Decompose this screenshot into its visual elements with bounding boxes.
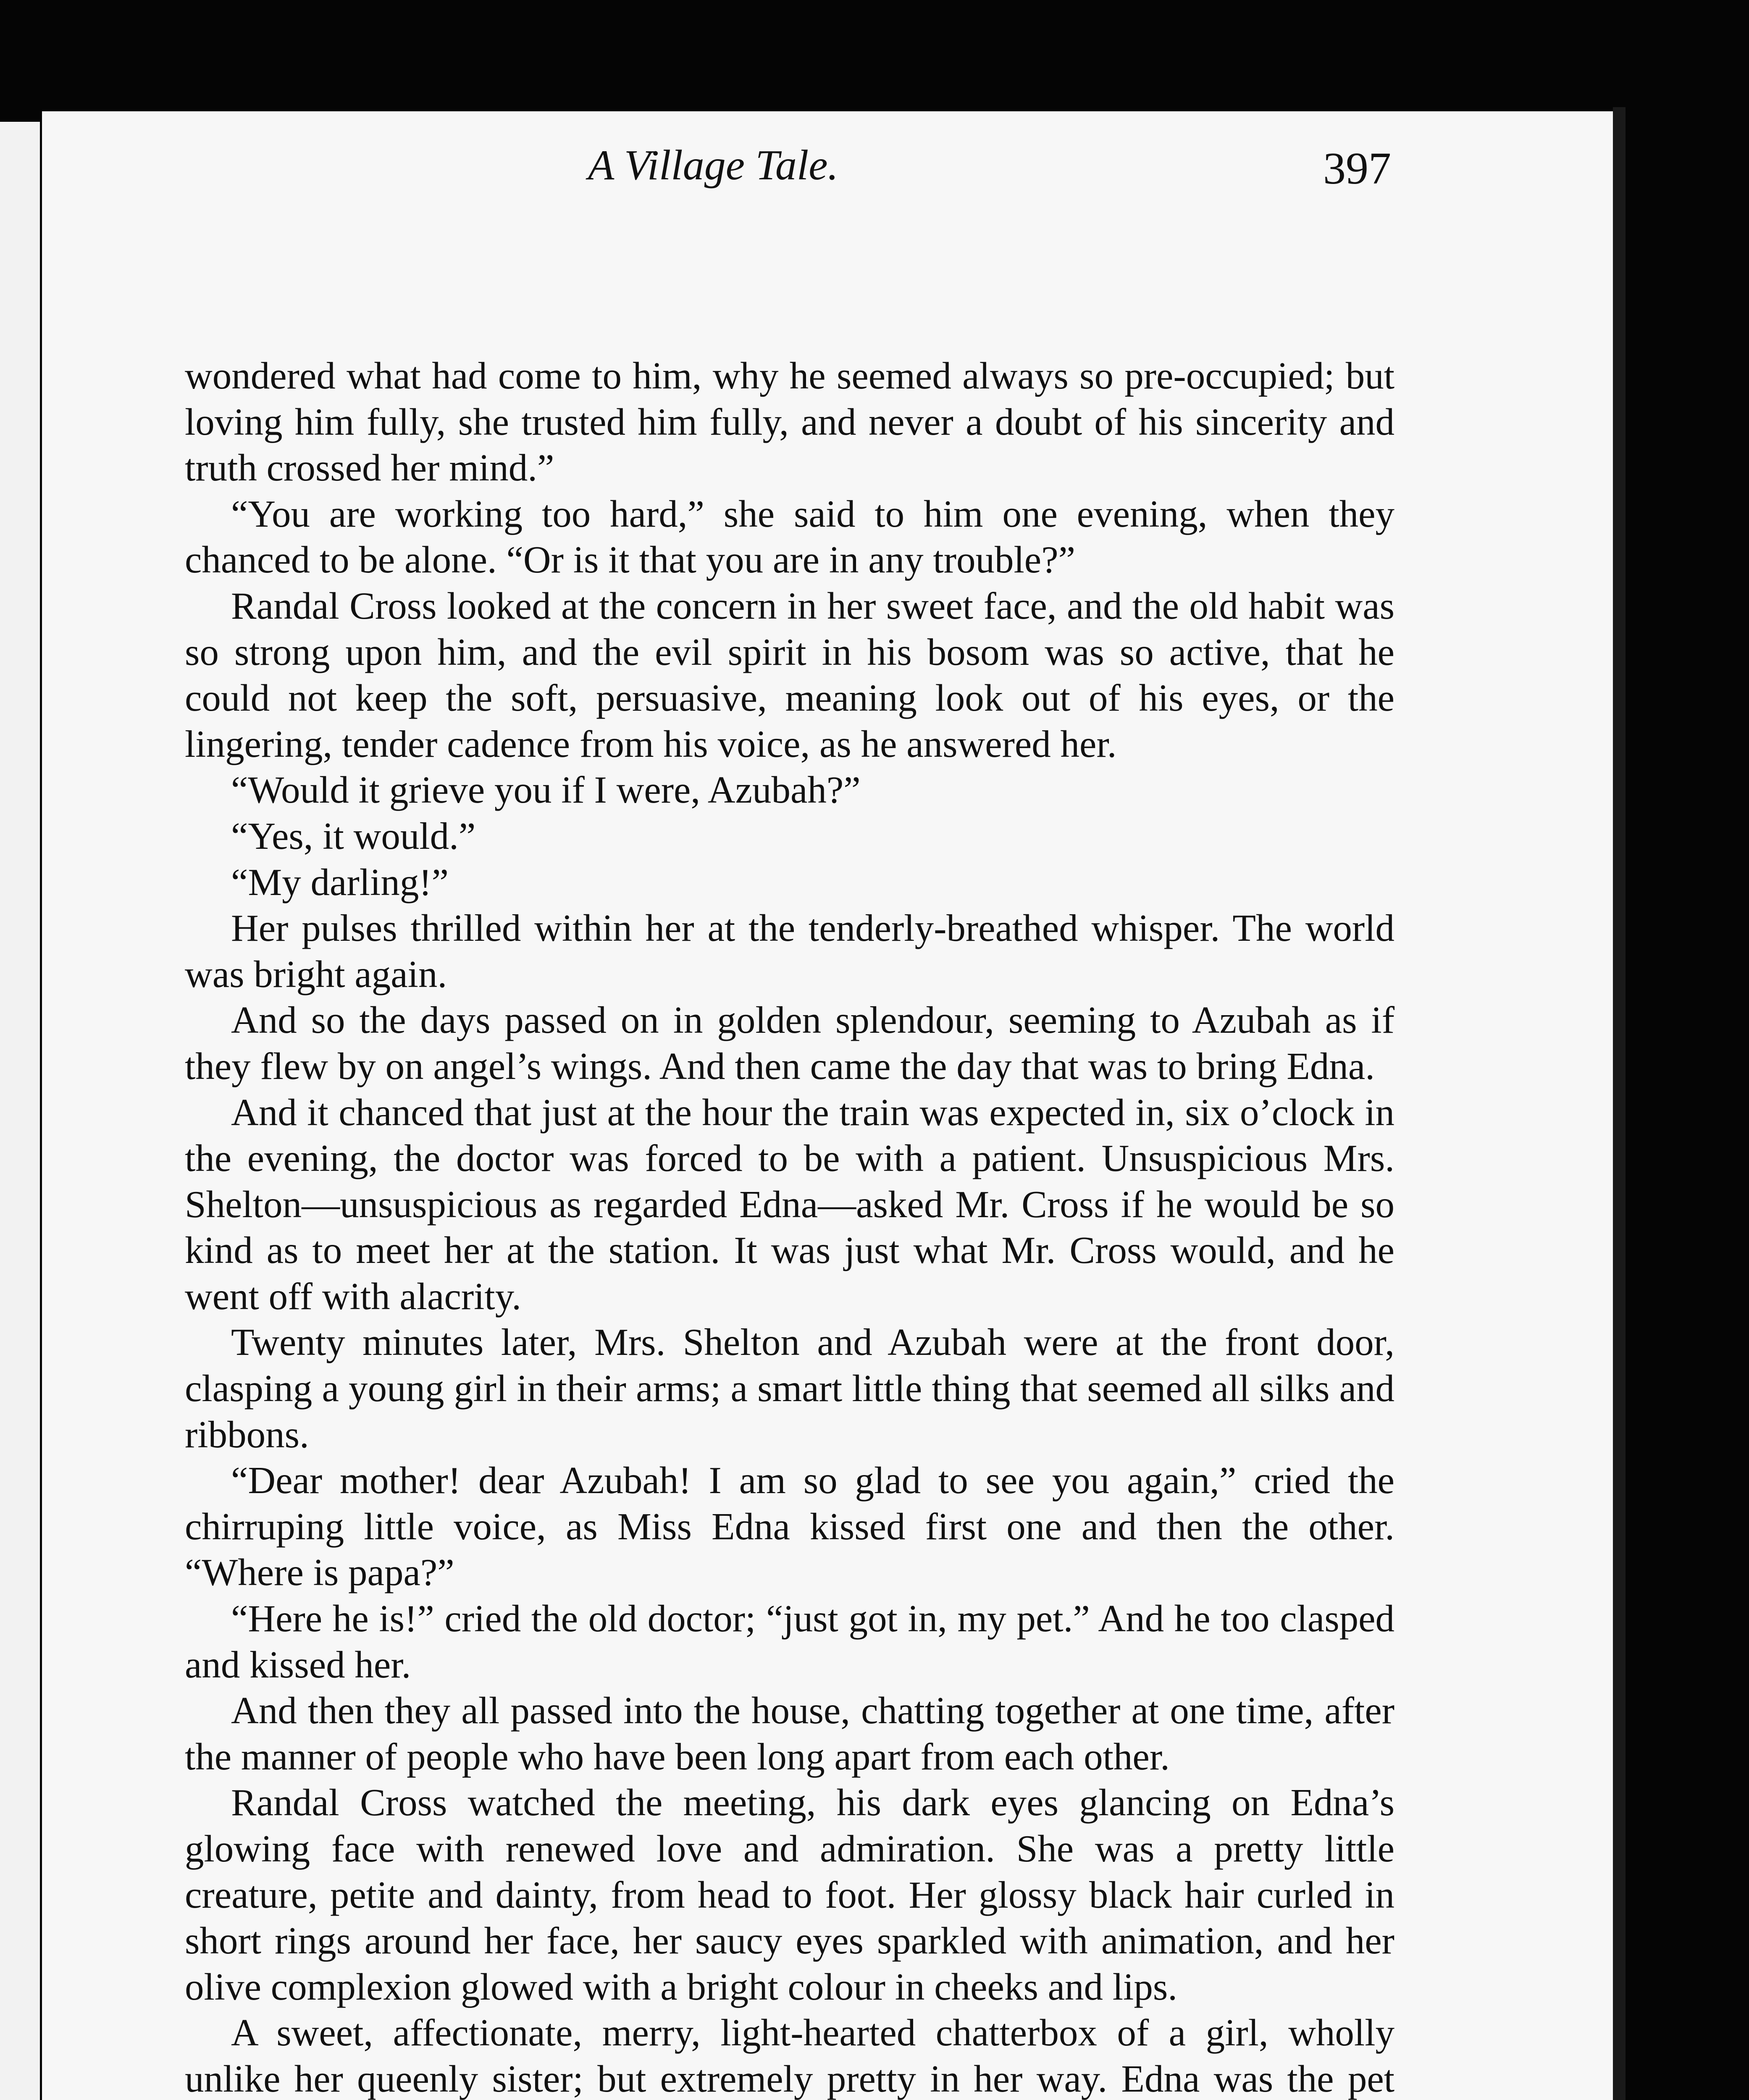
paragraph: Randal Cross looked at the concern in her sweet face, and the old habit was so strong upon him, and the evil spirit in his bosom was so active, that he could not keep the soft, persuasive, meaning look out of his eyes, or the lingering, tender cadence from his voice, as he answered her. — [185, 584, 1394, 765]
paragraph: “Yes, it would.” — [231, 814, 476, 857]
facing-page-edge — [0, 122, 40, 2100]
paragraph: “You are working too hard,” she said to him one evening, when they chanced to be alone. “Or is it that you are in any trouble?” — [185, 492, 1394, 581]
running-title: A Village Tale. — [588, 142, 838, 189]
page-edge-shadow — [1613, 107, 1626, 2100]
body-text — [185, 353, 1394, 2100]
paragraph: “Here he is!” cried the old doctor; “just got in, my pet.” And he too clasped and kissed her. — [185, 1597, 1394, 1686]
paragraph: “My darling!” — [231, 861, 449, 903]
paragraph: “Dear mother! dear Azubah! I am so glad to see you again,” cried the chirruping little voice, as Miss Edna kissed first one and then the other. “Where is papa?” — [185, 1459, 1394, 1594]
page-number: 397 — [1323, 144, 1391, 194]
paragraph: A sweet, affectionate, merry, light-hearted chatterbox of a girl, wholly unlike her queenly sister; but extremely pretty in her way. Edna was the pet — [185, 2011, 1394, 2100]
paragraph: And so the days passed on in golden splendour, seeming to Azubah as if they flew by on angel’s wings. And then came the day that was to bring Edna. — [185, 999, 1394, 1087]
paragraph: Randal Cross watched the meeting, his dark eyes glancing on Edna’s glowing face with renewed love and admiration. She was a pretty little creature, petite and dainty, from head to foot. Her glossy black hair curled in short rings around her face, her saucy eyes sparkled with animation, and her olive complexion glowed with a bright colour in cheeks and lips. — [185, 1781, 1394, 2008]
paragraph: And then they all passed into the house, chatting together at one time, after the manner of people who have been long apart from each other. — [185, 1689, 1394, 1778]
paragraph: “Would it grieve you if I were, Azubah?” — [231, 769, 861, 811]
paragraph: And it chanced that just at the hour the train was expected in, six o’clock in the evening, the doctor was forced to be with a patient. Unsuspicious Mrs. Shelton—unsuspicious as regarded Edna—asked Mr. Cross if he would be so kind as to meet her at the station. It was just what Mr. Cross would, and he went off with alacrity. — [185, 1091, 1394, 1318]
paragraph: Her pulses thrilled within her at the tenderly-breathed whisper. The world was bright again. — [185, 907, 1394, 995]
paragraph: Twenty minutes later, Mrs. Shelton and Azubah were at the front door, clasping a young girl in their arms; a smart little thing that seemed all silks and ribbons. — [185, 1321, 1394, 1456]
paragraph: wondered what had come to him, why he seemed always so pre-occupied; but loving him fully, she trusted him fully, and never a doubt of his sincerity and truth crossed her mind.” — [185, 354, 1394, 489]
